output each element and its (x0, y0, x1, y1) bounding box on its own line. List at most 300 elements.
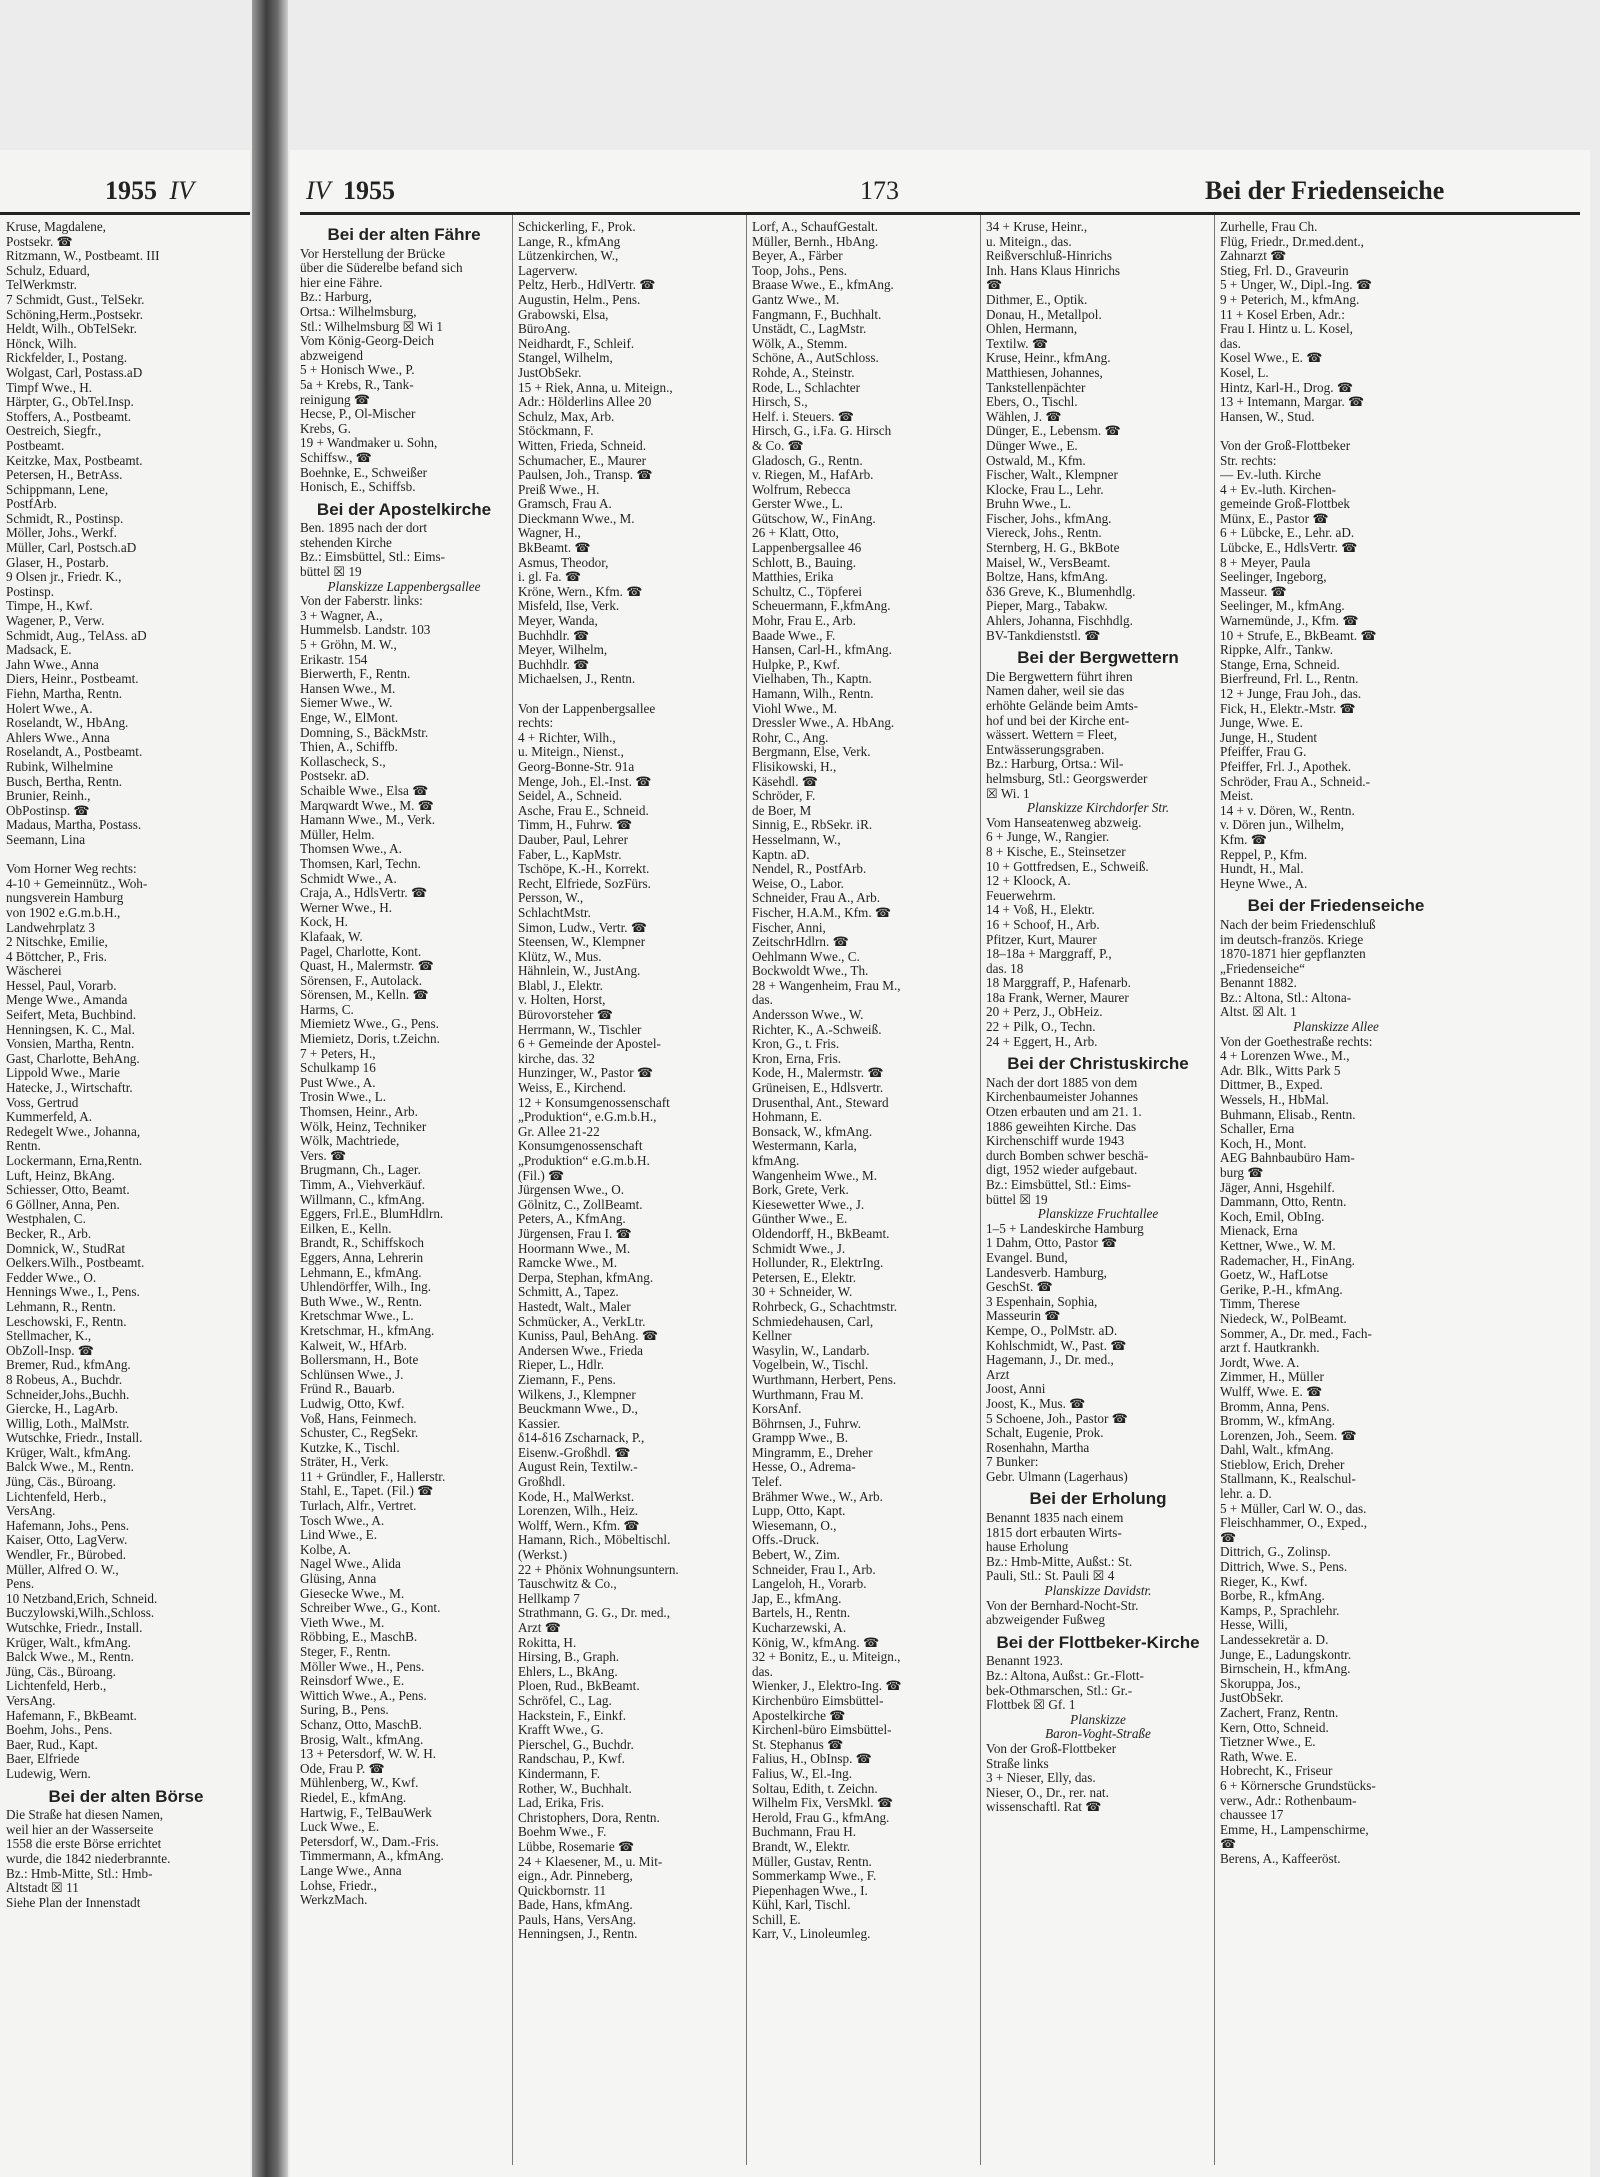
directory-entry: Von der Goethestraße rechts: (1220, 1033, 1373, 1049)
directory-entry: 18–18a + Marggraff, P., (986, 946, 1112, 962)
directory-entry: Trosin Wwe., L. (300, 1089, 387, 1105)
directory-entry: (Werkst.) (518, 1547, 568, 1563)
directory-entry: Drusenthal, Ant., Steward (752, 1094, 889, 1110)
directory-entry: Kassier. (518, 1415, 561, 1431)
directory-entry: Siemer Wwe., W. (300, 695, 393, 711)
directory-entry: St. Stephanus ☎ (752, 1736, 844, 1752)
directory-entry: Hamann Wwe., M., Verk. (300, 812, 436, 828)
directory-entry: Wagner, H., (518, 525, 581, 541)
directory-entry: Vieth Wwe., M. (300, 1614, 385, 1630)
directory-entry: Krüger, Walt., kfmAng. (6, 1634, 131, 1650)
directory-entry: Preiß Wwe., H. (518, 481, 600, 497)
directory-entry: Landessekretär a. D. (1220, 1632, 1329, 1647)
directory-entry: Wölk, A., Stemm. (752, 335, 848, 351)
directory-entry: Kock, H. (300, 914, 348, 930)
directory-entry: Klütz, W., Mus. (518, 948, 602, 964)
directory-entry: 6 Göllner, Anna, Pen. (6, 1196, 120, 1212)
directory-entry: Viohl Wwe., M. (752, 700, 838, 716)
directory-entry: Ohlen, Hermann, (986, 321, 1078, 337)
directory-entry: Lind Wwe., E. (300, 1527, 378, 1543)
right-column-2 (518, 220, 742, 2160)
directory-entry: Zachert, Franz, Rentn. (1220, 1704, 1339, 1720)
directory-entry: Pauli, Stl.: St. Pauli ☒ 4 (986, 1568, 1115, 1584)
directory-entry: Kirchenschiff wurde 1943 (986, 1133, 1125, 1149)
directory-entry: Kamps, P., Sprachlehr. (1220, 1602, 1340, 1618)
directory-entry: Lorenzen, Wilh., Heiz. (518, 1503, 639, 1519)
directory-entry: Siehe Plan der Innenstadt (6, 1894, 141, 1910)
directory-entry: Schmidt Wwe., J. (752, 1240, 846, 1256)
directory-entry: Kempe, O., PolMstr. aD. (986, 1322, 1118, 1338)
column-divider (512, 215, 513, 2165)
directory-entry: Hansen, W., Stud. (1220, 408, 1315, 424)
directory-entry: Rubink, Wilhelmine (6, 758, 113, 774)
directory-entry: Straße links (986, 1755, 1049, 1771)
directory-entry: 8 + Meyer, Paula (1220, 554, 1311, 570)
directory-entry: Krüger, Walt., kfmAng. (6, 1444, 131, 1460)
directory-entry: JustObSekr. (1220, 1690, 1284, 1706)
directory-entry: Offs.-Druck. (752, 1532, 820, 1548)
directory-entry: δ36 Greve, K., Blumenhdlg. (986, 583, 1136, 599)
directory-entry: Wolfrum, Rebecca (752, 481, 851, 497)
directory-entry: Weise, O., Labor. (752, 875, 844, 891)
directory-entry: Stöckmann, F. (518, 423, 594, 439)
directory-entry: Menge, Joh., El.-Inst. ☎ (518, 773, 652, 789)
directory-entry: Timpf Wwe., H. (6, 379, 93, 395)
directory-entry: Boehm Wwe., F. (518, 1824, 607, 1840)
directory-entry: Willig, Loth., MalMstr. (6, 1415, 130, 1431)
directory-entry: Roselandt, A., Postbeamt. (6, 744, 143, 760)
directory-entry: Schiffsw., ☎ (300, 449, 373, 465)
street-heading: Bei der alten Fähre (327, 225, 481, 244)
directory-entry: Buth Wwe., W., Rentn. (300, 1293, 423, 1309)
directory-entry: 5 + Gröhn, M. W., (300, 637, 397, 653)
directory-entry: Dünger, E., Lebensm. ☎ (986, 423, 1121, 439)
directory-entry: VersAng. (6, 1503, 56, 1519)
directory-entry: Stieg, Frl. D., Graveurin (1220, 262, 1349, 278)
directory-entry: Wurthmann, Frau M. (752, 1386, 864, 1402)
directory-entry: durch Bomben schwer beschä- (986, 1147, 1149, 1163)
directory-entry: erhöhte Gelände beim Amts- (986, 698, 1138, 713)
directory-entry: Kalweit, W., HfArb. (300, 1337, 407, 1353)
directory-entry: Jüng, Cäs., Büroang. (6, 1663, 116, 1679)
directory-entry: 1815 dort erbauten Wirts- (986, 1524, 1122, 1540)
directory-entry: Ebers, O., Tischl. (986, 394, 1078, 410)
directory-entry: Sommer, A., Dr. med., Fach- (1220, 1325, 1372, 1341)
directory-entry: Ortsa.: Wilhelmsburg, (300, 303, 417, 319)
directory-entry: 10 + Gottfredsen, E., Schweiß. (986, 858, 1149, 874)
directory-entry: Von der Groß-Flottbeker (1220, 437, 1351, 453)
directory-entry: Hähnlein, W., JustAng. (518, 963, 641, 979)
directory-entry: Bz.: Altona, Außst.: Gr.-Flott- (986, 1668, 1144, 1683)
directory-entry: Benannt 1835 nach einem (986, 1510, 1124, 1526)
directory-entry: Hartwig, F., TelBauWerk (300, 1804, 432, 1820)
directory-entry: Ode, Frau P. ☎ (300, 1760, 385, 1776)
directory-entry: Kruse, Heinr., kfmAng. (986, 350, 1111, 366)
directory-entry: Rohde, A., Steinstr. (752, 364, 855, 380)
directory-entry: 13 + Petersdorf, W. W. H. (300, 1746, 437, 1762)
directory-entry: Stahl, E., Tapet. (Fil.) ☎ (300, 1483, 434, 1499)
directory-entry: Giercke, H., LagArb. (6, 1401, 119, 1417)
directory-entry: 34 + Kruse, Heinr., (986, 220, 1088, 234)
directory-entry: Kettner, Wwe., W. M. (1220, 1237, 1336, 1253)
directory-entry: Junge, H., Student (1220, 729, 1318, 745)
directory-entry: Fründ R., Bauarb. (300, 1381, 395, 1397)
directory-entry: Dithmer, E., Optik. (986, 291, 1088, 307)
directory-entry: Westphalen, C. (6, 1211, 86, 1227)
directory-entry: das. (1220, 335, 1241, 351)
directory-entry: Münx, E., Pastor ☎ (1220, 510, 1329, 526)
directory-entry: Brunier, Reinh., (6, 788, 91, 804)
directory-entry: Kfm. ☎ (1220, 831, 1268, 847)
directory-entry: Schanz, Otto, MaschB. (300, 1716, 422, 1732)
directory-entry: Dittrich, Wwe. S., Pens. (1220, 1559, 1348, 1575)
directory-entry: Zahnarzt ☎ (1220, 248, 1287, 264)
directory-entry: Domning, S., BäckMstr. (300, 724, 429, 740)
directory-entry: 22 + Pilk, O., Techn. (986, 1019, 1096, 1035)
directory-entry: Joost, Anni (986, 1381, 1046, 1397)
directory-entry: 8 + Kische, E., Steinsetzer (986, 843, 1126, 859)
directory-entry: Vom Hanseatenweg abzweig. (986, 814, 1142, 830)
directory-entry (1220, 424, 1452, 439)
directory-entry: Kretschmar Wwe., L. (300, 1308, 414, 1324)
directory-entry: Rohrbeck, G., Schachtmstr. (752, 1298, 898, 1314)
directory-entry: Bierfreund, Frl. L., Rentn. (1220, 671, 1359, 687)
directory-entry: BüroAng. (518, 321, 571, 337)
directory-entry: Blabl, J., Elektr. (518, 977, 603, 993)
directory-entry: Stieblow, Erich, Dreher (1220, 1456, 1345, 1472)
directory-entry: Piepenhagen Wwe., I. (752, 1882, 868, 1898)
directory-entry: Ahlers Wwe., Anna (6, 729, 110, 745)
directory-entry: 4 + Lorenzen Wwe., M., (1220, 1048, 1350, 1064)
directory-entry: Pagel, Charlotte, Kont. (300, 943, 422, 959)
directory-entry: Timm, H., Fuhrw. ☎ (518, 817, 633, 833)
plan-note: Planskizze Kirchdorfer Str. (1026, 800, 1169, 816)
directory-entry: JustObSekr. (518, 364, 582, 380)
directory-entry: Gerster Wwe., L. (752, 496, 843, 512)
directory-entry: Bromm, Anna, Pens. (1220, 1398, 1330, 1414)
directory-entry: Schumacher, E., Maurer (518, 452, 646, 468)
directory-entry: Heldt, Wilh., ObTelSekr. (6, 321, 137, 337)
directory-entry: 1558 die erste Börse errichtet (6, 1836, 162, 1852)
directory-entry: Hecse, P., Ol-Mischer (300, 406, 416, 422)
directory-entry: Birnschein, H., kfmAng. (1220, 1661, 1351, 1677)
directory-entry: Gr. Allee 21-22 (518, 1123, 600, 1139)
directory-entry: Inh. Hans Klaus Hinrichs (986, 262, 1121, 278)
directory-entry: Sörensen, M., Kelln. ☎ (300, 987, 429, 1003)
directory-entry: Voß, Hans, Feinmech. (300, 1410, 417, 1426)
directory-entry: Kron, G., t. Fris. (752, 1036, 840, 1052)
directory-entry: Hesse, O., Adrema- (752, 1459, 856, 1475)
directory-entry: Uhlendörffer, Wilh., Ing. (300, 1279, 432, 1295)
directory-entry: Pfeiffer, Frau G. (1220, 744, 1307, 760)
directory-entry: Hellkamp 7 (518, 1590, 580, 1606)
directory-entry: Hundt, H., Mal. (1220, 861, 1304, 877)
directory-entry: Lange Wwe., Anna (300, 1862, 402, 1878)
directory-entry: Bz.: Altona, Stl.: Altona- (1220, 989, 1352, 1005)
directory-entry: Fick, H., Elektr.-Mstr. ☎ (1220, 700, 1356, 716)
directory-entry: Miemietz Wwe., G., Pens. (300, 1016, 439, 1032)
directory-entry: Lappenbergsallee 46 (752, 540, 862, 556)
directory-entry: wurde, die 1842 niederbrannte. (6, 1850, 171, 1866)
directory-entry: Wutschke, Friedr., Install. (6, 1620, 143, 1635)
directory-entry: Ludwig, Otto, Kwf. (300, 1395, 405, 1411)
directory-entry: Tietzner Wwe., E. (1220, 1734, 1316, 1750)
directory-entry: Fleischhammer, O., Exped., (1220, 1515, 1368, 1531)
directory-entry: Jürgensen, Frau I. ☎ (518, 1225, 632, 1241)
directory-entry: Weiss, E., Kirchend. (518, 1080, 627, 1096)
directory-entry: u. Miteign., Nienst., (518, 744, 624, 760)
right-column-3 (752, 220, 976, 2160)
directory-entry: Bebert, W., Zim. (752, 1547, 840, 1563)
directory-entry: (Fil.) ☎ (518, 1167, 565, 1183)
directory-entry: Rode, L., Schlachter (752, 379, 861, 395)
directory-entry: Postbeamt. (6, 437, 65, 453)
directory-entry: Glüsing, Anna (300, 1571, 377, 1587)
directory-entry: Balck Wwe., M., Rentn. (6, 1459, 134, 1475)
directory-entry: BkBeamt. ☎ (518, 540, 591, 556)
directory-entry: Kern, Otto, Schneid. (1220, 1719, 1329, 1735)
directory-entry: Hönck, Wilh. (6, 335, 77, 351)
directory-entry: Flottbek ☒ Gf. 1 (986, 1697, 1076, 1713)
directory-entry: Glaser, H., Postarb. (6, 554, 109, 570)
directory-entry: Reißverschluß-Hinrichs (986, 248, 1112, 264)
directory-entry: Pust Wwe., A. (300, 1074, 376, 1090)
directory-entry: Honisch, E., Schiffsb. (300, 479, 416, 495)
directory-entry: Flisikowski, H., (752, 758, 837, 774)
directory-entry: Vers. ☎ (300, 1147, 347, 1163)
directory-entry: Altst. ☒ Alt. 1 (1220, 1004, 1297, 1020)
directory-entry: Schiesser, Otto, Beamt. (6, 1182, 130, 1198)
directory-entry: 7 Schmidt, Gust., TelSekr. (6, 291, 145, 307)
directory-entry: Hulpke, P., Kwf. (752, 656, 840, 672)
directory-entry: Nieser, O., Dr., rer. nat. (986, 1784, 1109, 1800)
directory-entry: Berens, A., Kaffeeröst. (1220, 1850, 1341, 1866)
directory-entry: Benannt 1882. (1220, 975, 1297, 991)
street-heading: Bei der Flottbeker-Kirche (996, 1632, 1200, 1652)
directory-entry: Buchmann, Frau H. (752, 1824, 857, 1840)
directory-entry: Wilkens, J., Klempner (518, 1386, 636, 1402)
directory-entry: Junge, E., Ladungskontr. (1220, 1646, 1352, 1662)
directory-entry: Sinnig, E., RbSekr. iR. (752, 817, 873, 833)
directory-entry: Postsekr. aD. (300, 768, 370, 784)
directory-entry: Kellner (752, 1328, 792, 1344)
directory-entry: Krebs, G. (300, 420, 351, 436)
directory-entry: Kosel Wwe., E. ☎ (1220, 350, 1323, 366)
directory-entry: reinigung ☎ (300, 391, 371, 407)
directory-entry: Schaible Wwe., Elsa ☎ (300, 782, 429, 798)
directory-entry: Timmermann, A., kfmAng. (300, 1848, 444, 1864)
directory-entry: Oehlmann Wwe., C. (752, 948, 860, 964)
directory-entry: Wäscherei (6, 963, 62, 979)
directory-entry: Pfeiffer, Frl. J., Apothek. (1220, 758, 1352, 774)
directory-entry: Lupp, Otto, Kapt. (752, 1503, 846, 1519)
directory-entry: Buchhdlr. ☎ (518, 627, 590, 643)
directory-entry: Str. rechts: (1220, 452, 1277, 468)
directory-entry: Stl.: Wilhelmsburg ☒ Wi 1 (300, 318, 444, 334)
directory-entry: Hagemann, J., Dr. med., (986, 1352, 1114, 1368)
directory-entry: Wölk, Machtriede, (300, 1133, 400, 1149)
directory-entry: Becker, R., Arb. (6, 1225, 92, 1241)
directory-entry: abzweigender Fußweg (986, 1612, 1106, 1628)
directory-entry: Luck Wwe., E. (300, 1819, 380, 1835)
directory-entry: Schneider,Johs.,Buchh. (6, 1386, 130, 1402)
directory-entry: wissenschaftl. Rat ☎ (986, 1799, 1102, 1815)
directory-entry: abzweigend (300, 347, 363, 363)
directory-entry: Schlünsen Wwe., J. (300, 1366, 404, 1382)
directory-entry: 2 Nitschke, Emilie, (6, 934, 108, 950)
directory-entry: 8 Robeus, A., Buchdr. (6, 1371, 123, 1387)
directory-entry: 13 + Intemann, Margar. ☎ (1220, 394, 1365, 410)
directory-entry: über die Süderelbe befand sich (300, 260, 463, 276)
directory-entry: Nach der dort 1885 von dem (986, 1074, 1138, 1090)
directory-entry: Richter, K., A.-Schweiß. (752, 1021, 882, 1037)
directory-entry: Pierschel, G., Buchdr. (518, 1736, 634, 1752)
directory-entry: Kummerfeld, A. (6, 1109, 93, 1125)
directory-entry: Vonsien, Martha, Rentn. (6, 1036, 135, 1052)
directory-entry: Mohr, Frau E., Arb. (752, 613, 856, 629)
directory-entry: Oldendorff, H., BkBeamt. (752, 1225, 890, 1241)
directory-entry: Härpter, G., ObTel.Insp. (6, 394, 134, 410)
directory-entry: 5a + Krebs, R., Tank- (300, 376, 414, 392)
directory-entry: Asche, Frau E., Schneid. (518, 802, 649, 818)
directory-entry: Peltz, Herb., HdlVertr. ☎ (518, 277, 656, 293)
page-number: 173 (860, 176, 899, 205)
directory-entry: kirche, das. 32 (518, 1050, 595, 1066)
directory-entry: Von der Bernhard-Nocht-Str. (986, 1597, 1139, 1613)
directory-entry: Gölnitz, C., ZollBeamt. (518, 1196, 643, 1212)
directory-entry: Persson, W., (518, 890, 584, 906)
directory-entry: das. (752, 992, 773, 1008)
directory-entry: Unstädt, C., LagMstr. (752, 321, 867, 337)
directory-entry: Ostwald, M., Kfm. (986, 452, 1086, 468)
directory-entry: Hoormann Wwe., M. (518, 1240, 631, 1256)
directory-entry: Wangenheim Wwe., M. (752, 1167, 878, 1183)
directory-entry: Zimmer, H., Müller (1220, 1369, 1324, 1385)
directory-entry: Schulkamp 16 (300, 1060, 376, 1076)
directory-entry: Thien, A., Schiffb. (300, 739, 398, 755)
directory-entry: Bz.: Eimsbüttel, Stl.: Eims- (986, 1177, 1132, 1192)
directory-entry: Stangel, Wilhelm, (518, 350, 613, 366)
directory-entry: Beyer, A., Färber (752, 248, 843, 264)
directory-entry: Nendel, R., PostfArb. (752, 861, 867, 877)
directory-entry: Willmann, C., kfmAng. (300, 1191, 425, 1207)
plan-note: Planskizze (1070, 1711, 1126, 1727)
directory-entry: digt, 1952 wieder aufgebaut. (986, 1162, 1138, 1178)
directory-entry: Feuerwehrm. (986, 887, 1056, 903)
directory-entry: Wulff, Wwe. E. ☎ (1220, 1383, 1323, 1399)
directory-entry: Bz.: Hmb-Mitte, Außst.: St. (986, 1553, 1133, 1569)
directory-entry: Schippmann, Lene, (6, 481, 109, 497)
column-divider (1214, 215, 1215, 2165)
directory-entry: Menge Wwe., Amanda (6, 992, 128, 1008)
directory-entry: Hennings Wwe., I., Pens. (6, 1284, 140, 1300)
directory-entry: Hessel, Paul, Vorarb. (6, 977, 117, 993)
directory-entry: Sommerkamp Wwe., F. (752, 1868, 877, 1884)
directory-entry: Ben. 1895 nach der dort (300, 520, 428, 536)
directory-entry: im deutsch-französ. Kriege (1220, 931, 1364, 947)
directory-entry: 28 + Wangenheim, Frau M., (752, 977, 901, 993)
directory-entry: TelWerkmstr. (6, 277, 77, 293)
directory-entry: Toop, Johs., Pens. (752, 262, 848, 278)
directory-entry: 3 Espenhain, Sophia, (986, 1293, 1098, 1309)
directory-entry: Bartels, H., Rentn. (752, 1605, 851, 1621)
directory-entry: Schmücker, A., VerkLtr. (518, 1313, 646, 1329)
directory-entry: Gantz Wwe., M. (752, 291, 840, 307)
directory-entry: Jäger, Anni, Hsgehilf. (1220, 1179, 1335, 1195)
directory-entry: Schill, E. (752, 1911, 801, 1927)
directory-entry (6, 848, 246, 863)
book-gutter (252, 0, 288, 2177)
directory-entry: August Rein, Textilw.- (518, 1459, 638, 1475)
directory-entry: Von der Faberstr. links: (300, 593, 423, 609)
plan-note: Baron-Voght-Straße (1045, 1726, 1151, 1742)
directory-entry: Pieper, Marg., Tabakw. (986, 598, 1108, 614)
directory-entry: Strathmann, G. G., Dr. med., (518, 1605, 671, 1621)
directory-entry: Zurhelle, Frau Ch. (1220, 220, 1318, 234)
directory-entry: ObPostinsp. ☎ (6, 802, 90, 818)
directory-entry: Landesverb. Hamburg, (986, 1264, 1107, 1280)
directory-entry: Sternberg, H. G., BkBote (986, 540, 1120, 556)
directory-entry: Kirchenl-büro Eimsbüttel- (752, 1722, 892, 1738)
directory-entry: Die Straße hat diesen Namen, (6, 1807, 164, 1823)
directory-entry: Rentn. (6, 1138, 41, 1154)
directory-entry: Müller, Alfred O. W., (6, 1561, 119, 1577)
directory-entry: Holert Wwe., A. (6, 700, 93, 716)
directory-entry: Keitzke, Max, Postbeamt. (6, 452, 143, 468)
directory-entry: Bz.: Harburg, (300, 289, 372, 305)
directory-entry: Dittrich, G., Zolinsp. (1220, 1544, 1331, 1560)
directory-entry: Wendler, Fr., Bürobed. (6, 1547, 127, 1563)
directory-entry: Wittich Wwe., A., Pens. (300, 1687, 427, 1703)
directory-entry: 4-10 + Gemeinnütz., Woh- (6, 875, 148, 891)
directory-entry: bek-Othmarschen, Stl.: Gr.- (986, 1682, 1133, 1698)
directory-entry: 11 + Gründler, F., Hallerstr. (300, 1468, 446, 1484)
directory-entry: Grüneisen, E., Hdlsvertr. (752, 1080, 884, 1096)
directory-entry: Stellmacher, K., (6, 1328, 92, 1344)
column-divider (980, 215, 981, 2165)
directory-entry: Oelkers.Wilh., Postbeamt. (6, 1255, 145, 1271)
directory-entry: Miemietz, Doris, t.Zeichn. (300, 1031, 440, 1047)
directory-entry: Madaus, Martha, Postass. (6, 817, 142, 833)
directory-entry: Postsekr. ☎ (6, 233, 73, 249)
directory-entry: Eisenw.-Großhdl. ☎ (518, 1444, 631, 1460)
running-head: Bei der Friedenseiche (1205, 176, 1445, 205)
street-heading: Bei der Christuskirche (1007, 1054, 1189, 1074)
directory-entry: Brandt, R., Schiffskoch (300, 1235, 424, 1251)
directory-entry: Steensen, W., Klempner (518, 934, 646, 950)
directory-entry: nungsverein Hamburg (6, 890, 124, 906)
directory-entry: Baer, Rud., Kapt. (6, 1736, 98, 1752)
directory-entry: 6 + Junge, W., Rangier. (986, 829, 1110, 845)
directory-entry: Klafaak, W. (300, 928, 363, 944)
directory-entry: Mühlenberg, W., Kwf. (300, 1775, 419, 1791)
directory-entry: Tosch Wwe., A. (300, 1512, 385, 1528)
directory-entry: Hesselmann, W., (752, 831, 841, 847)
directory-entry: Domnick, W., StudRat (6, 1240, 126, 1256)
directory-entry: Röbbing, E., MaschB. (300, 1629, 418, 1645)
directory-entry: Joost, K., Mus. ☎ (986, 1395, 1086, 1411)
directory-entry: Georg-Bonne-Str. 91a (518, 758, 635, 774)
directory-entry: 1870-1871 hier gepflanzten (1220, 946, 1366, 962)
directory-entry: Lagerverw. (518, 262, 578, 278)
directory-entry: Thomsen Wwe., A. (300, 841, 402, 857)
directory-entry: Misfeld, Ilse, Verk. (518, 598, 620, 614)
directory-entry: Eilken, E., Kelln. (300, 1220, 392, 1236)
directory-entry: weil hier an der Wasserseite (6, 1821, 154, 1837)
directory-entry: Luft, Heinz, BkAng. (6, 1167, 115, 1183)
plan-note: Planskizze Allee (1293, 1019, 1379, 1035)
directory-entry: Harms, C. (300, 1001, 354, 1017)
